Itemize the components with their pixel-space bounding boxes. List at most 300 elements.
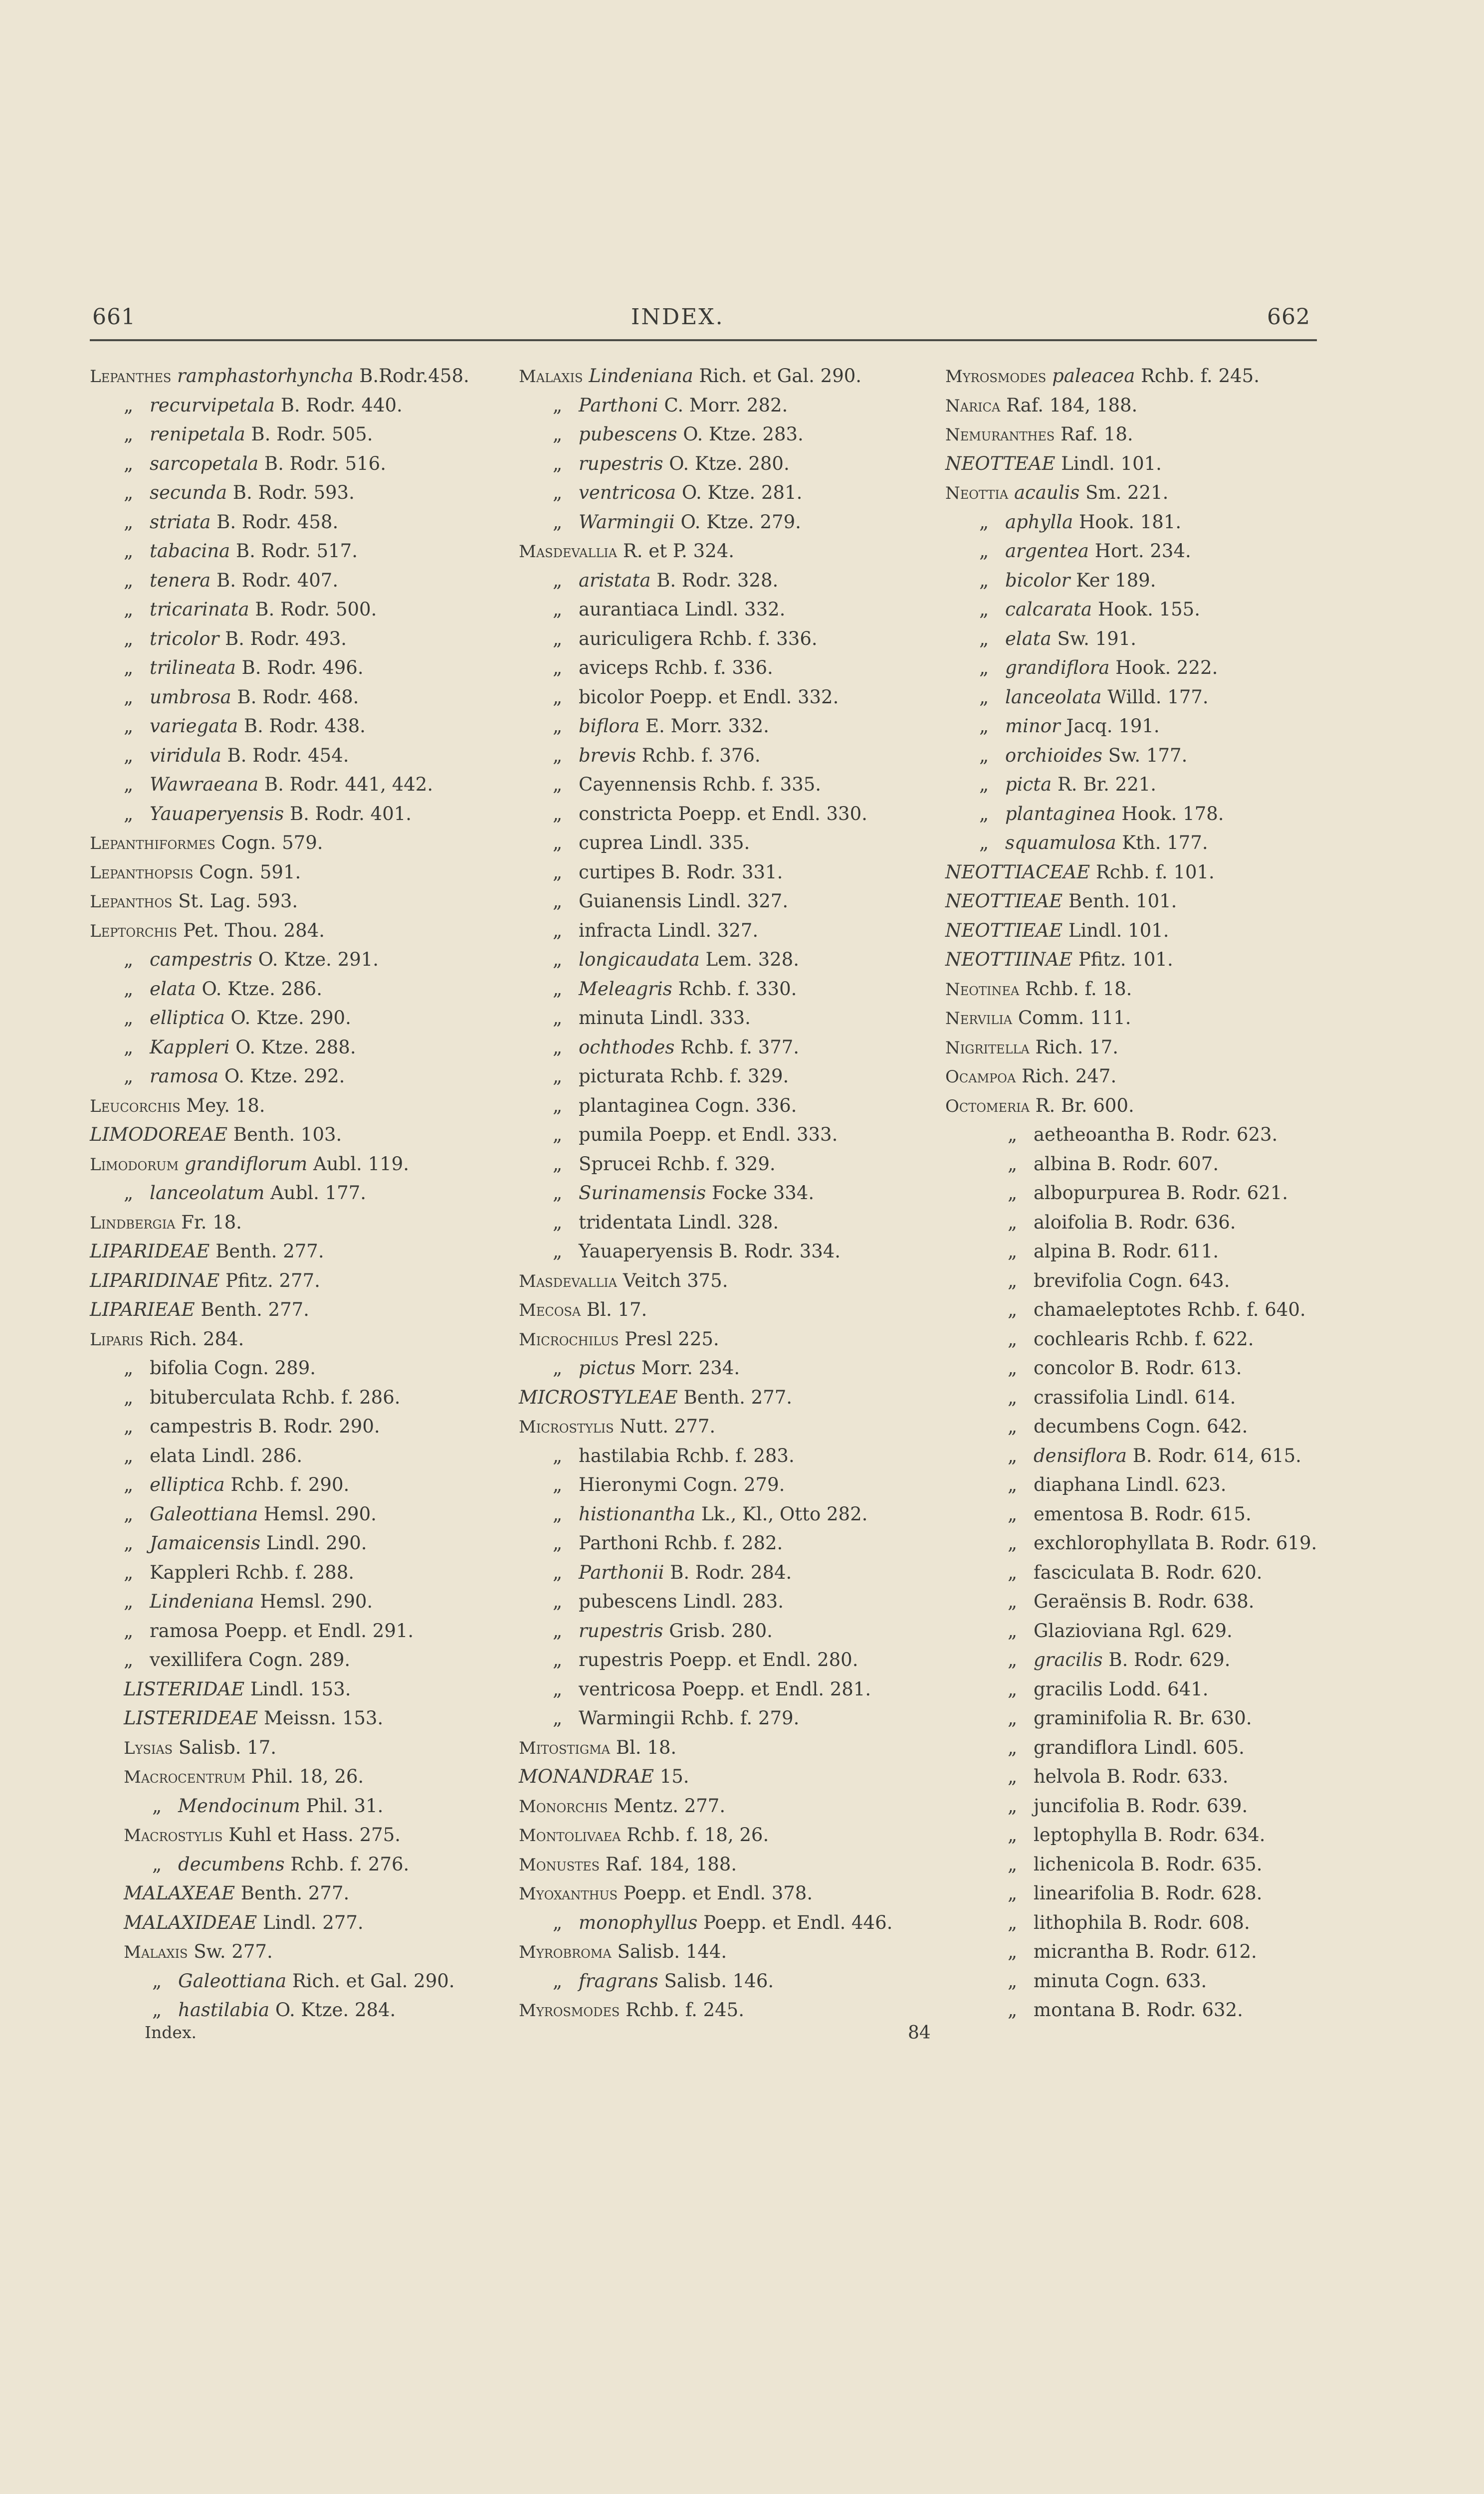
- index-entry: [945, 566, 1444, 596]
- ditto-mark: „: [124, 1386, 134, 1408]
- index-entry: [519, 1120, 948, 1150]
- authority-page: B. Rodr. 613.: [1120, 1357, 1242, 1379]
- genus-name: Masdevallia: [519, 1271, 618, 1291]
- index-entry: [519, 653, 948, 683]
- authority-page: Rchb. f. 283.: [675, 1445, 795, 1466]
- authority-page: Cogn. 591.: [199, 861, 301, 883]
- index-entry: [519, 916, 948, 946]
- authority-page: Cogn. 289.: [213, 1357, 316, 1379]
- index-entry: [90, 1383, 534, 1413]
- ditto-mark: „: [124, 1416, 134, 1437]
- genus-name: Neotinea: [945, 979, 1020, 1000]
- index-entry: [519, 1412, 948, 1442]
- index-entry: [519, 1295, 948, 1325]
- authority-page: Benth. 277.: [683, 1386, 793, 1408]
- authority-page: Salisb. 144.: [617, 1941, 727, 1962]
- index-entry: [945, 1004, 1444, 1033]
- ditto-mark: „: [553, 890, 563, 912]
- index-entry: [90, 770, 534, 800]
- ditto-mark: „: [124, 1649, 134, 1670]
- ditto-mark: „: [553, 1357, 563, 1379]
- ditto-mark: „: [1008, 1474, 1018, 1495]
- authority-page: Lindl. 277.: [263, 1911, 364, 1933]
- authority-page: B. Rodr. 516.: [264, 452, 386, 474]
- species-name: bifolia: [150, 1357, 209, 1379]
- index-entry: [945, 1821, 1444, 1850]
- species-name: densiflora: [1034, 1445, 1127, 1466]
- authority-page: Hemsl. 290.: [260, 1591, 373, 1612]
- species-name: variegata: [150, 715, 238, 737]
- species-name: Glazioviana: [1034, 1620, 1142, 1642]
- ditto-mark: „: [152, 1795, 162, 1817]
- authority-page: Lindl. 286.: [202, 1445, 303, 1466]
- index-entry: [519, 362, 948, 391]
- authority-page: Lindl. 328.: [678, 1211, 779, 1233]
- authority-page: O. Ktze. 283.: [683, 423, 804, 445]
- tribe-name: MONANDRAE: [519, 1766, 654, 1787]
- authority-page: Lodd. 641.: [1108, 1678, 1209, 1700]
- species-name: gracilis: [1034, 1649, 1103, 1670]
- species-name: rupestris: [579, 1649, 663, 1670]
- ditto-mark: „: [979, 599, 989, 620]
- species-name: recurvipetala: [150, 394, 275, 416]
- index-entry: [90, 1996, 534, 2025]
- authority-page: B. Rodr. 284.: [670, 1561, 792, 1583]
- species-name: calcarata: [1005, 599, 1092, 620]
- authority-page: Bl. 17.: [586, 1299, 647, 1320]
- ditto-mark: „: [1008, 1707, 1018, 1729]
- authority-page: B. Rodr. 493.: [224, 627, 347, 649]
- genus-name: Malaxis: [519, 367, 583, 387]
- tribe-name: LISTERIDAE: [124, 1678, 245, 1700]
- species-name: Jamaicensis: [150, 1532, 261, 1554]
- authority-page: Rchb. f. 330.: [678, 978, 797, 1000]
- authority-page: Mentz. 277.: [614, 1795, 726, 1817]
- index-entry: [945, 537, 1444, 566]
- species-name: aristata: [579, 569, 651, 591]
- species-name: bicolor: [579, 686, 644, 708]
- authority-page: Mey. 18.: [186, 1094, 265, 1116]
- index-entry: [90, 1762, 534, 1792]
- authority-page: O. Ktze. 291.: [258, 949, 379, 970]
- ditto-mark: „: [553, 1036, 563, 1058]
- index-entry: [90, 362, 534, 391]
- index-entry: [90, 1208, 534, 1238]
- species-name: squamulosa: [1005, 832, 1116, 853]
- authority-page: Hook. 155.: [1097, 599, 1200, 620]
- ditto-mark: „: [1008, 1766, 1018, 1787]
- authority-page: Cogn. 579.: [221, 832, 323, 853]
- authority-page: Jacq. 191.: [1066, 715, 1160, 737]
- index-entry: [945, 945, 1444, 975]
- authority-page: Poepp. et Endl. 378.: [623, 1882, 813, 1904]
- index-entry: [945, 595, 1444, 624]
- species-name: picta: [1005, 774, 1052, 795]
- authority-page: Benth. 103.: [233, 1124, 342, 1145]
- index-entry: [519, 1325, 948, 1354]
- species-name: diaphana: [1034, 1474, 1120, 1495]
- running-title: INDEX.: [631, 304, 724, 330]
- authority-page: Lindl. 290.: [266, 1532, 367, 1554]
- species-name: minuta: [579, 1007, 644, 1029]
- index-entry: [945, 975, 1444, 1004]
- ditto-mark: „: [979, 657, 989, 678]
- index-entry: [90, 1529, 534, 1558]
- authority-page: Lindl. 335.: [649, 832, 750, 853]
- authority-page: Hort. 234.: [1094, 540, 1191, 562]
- authority-page: Lem. 328.: [705, 949, 799, 970]
- ditto-mark: „: [1008, 1882, 1018, 1904]
- index-entry: [519, 508, 948, 537]
- species-name: tricarinata: [150, 599, 249, 620]
- authority-page: Rchb. f. 18, 26.: [627, 1824, 769, 1846]
- authority-page: Rchb. f. 18.: [1025, 978, 1132, 1000]
- ditto-mark: „: [124, 540, 134, 562]
- ditto-mark: „: [124, 949, 134, 970]
- authority-page: Benth. 277.: [201, 1299, 309, 1320]
- authority-page: B. Rodr. 328.: [656, 569, 779, 591]
- species-name: vexillifera: [150, 1649, 243, 1670]
- ditto-mark: „: [124, 1065, 134, 1087]
- index-entry: [945, 391, 1444, 420]
- species-name: bicolor: [1005, 569, 1070, 591]
- index-entry: [945, 624, 1444, 654]
- index-entry: [90, 1266, 534, 1296]
- ditto-mark: „: [124, 715, 134, 737]
- authority-page: Raf. 184, 188.: [605, 1853, 737, 1875]
- authority-page: B.Rodr.458.: [359, 365, 469, 387]
- species-name: paleacea: [1052, 365, 1135, 387]
- species-name: Wawraeana: [150, 774, 259, 795]
- species-name: Galeottiana: [150, 1503, 258, 1525]
- species-name: elliptica: [150, 1007, 225, 1029]
- species-name: ventricosa: [579, 482, 676, 503]
- authority-page: Pfitz. 101.: [1078, 949, 1173, 970]
- authority-page: Cogn. 289.: [248, 1649, 351, 1670]
- authority-page: Lindl. 101.: [1068, 919, 1169, 941]
- species-name: bituberculata: [150, 1386, 276, 1408]
- species-name: elata: [1005, 627, 1052, 649]
- index-entry: [519, 1062, 948, 1091]
- species-name: Cayennensis: [579, 774, 697, 795]
- index-entry: [90, 1587, 534, 1617]
- index-entry: [90, 1646, 534, 1675]
- index-entry: [945, 1412, 1444, 1442]
- authority-page: Hook. 178.: [1121, 803, 1224, 825]
- authority-page: B. Rodr. 505.: [251, 423, 373, 445]
- index-entry: [90, 1733, 534, 1763]
- ditto-mark: „: [553, 1678, 563, 1700]
- authority-page: R. Br. 221.: [1057, 774, 1157, 795]
- authority-page: Ker 189.: [1076, 569, 1156, 591]
- ditto-mark: „: [1008, 1591, 1018, 1612]
- genus-name: Malaxis: [124, 1942, 188, 1962]
- index-entry: [519, 1091, 948, 1121]
- authority-page: Aubl. 119.: [313, 1153, 409, 1175]
- authority-page: Sw. 277.: [194, 1941, 273, 1962]
- index-entry: [90, 1558, 534, 1588]
- species-name: viridula: [150, 744, 221, 766]
- index-entry: [945, 1120, 1444, 1150]
- index-entry: [90, 1091, 534, 1121]
- ditto-mark: „: [553, 919, 563, 941]
- species-name: Kappleri: [150, 1561, 230, 1583]
- authority-page: B. Rodr. 619.: [1195, 1532, 1317, 1554]
- index-entry: [945, 1237, 1444, 1266]
- authority-page: Rchb. f. 329.: [670, 1065, 789, 1087]
- species-name: grandiflora: [1034, 1736, 1138, 1758]
- authority-page: Lk., Kl., Otto 282.: [701, 1503, 868, 1525]
- index-entry: [519, 1587, 948, 1617]
- species-name: histionantha: [579, 1503, 696, 1525]
- ditto-mark: „: [553, 715, 563, 737]
- index-entry: [519, 1792, 948, 1821]
- index-entry: [90, 1908, 534, 1938]
- species-name: albopurpurea: [1034, 1182, 1161, 1204]
- index-entry: [519, 1558, 948, 1588]
- species-name: juncifolia: [1034, 1795, 1120, 1817]
- authority-page: Bl. 18.: [616, 1736, 677, 1758]
- ditto-mark: „: [124, 1007, 134, 1029]
- species-name: minor: [1005, 715, 1060, 737]
- index-entry: [519, 420, 948, 449]
- ditto-mark: „: [1008, 1503, 1018, 1525]
- species-name: concolor: [1034, 1357, 1114, 1379]
- index-entry: [90, 1033, 534, 1062]
- authority-page: Lindl. 153.: [250, 1678, 351, 1700]
- ditto-mark: „: [124, 1036, 134, 1058]
- species-name: biflora: [579, 715, 640, 737]
- authority-page: Rich. 284.: [149, 1328, 244, 1350]
- genus-name: Lysias: [124, 1738, 173, 1758]
- index-entry: [519, 1762, 948, 1792]
- ditto-mark: „: [124, 482, 134, 503]
- ditto-mark: „: [1008, 1649, 1018, 1670]
- species-name: rupestris: [579, 1620, 663, 1642]
- authority-page: B. Rodr. 517.: [235, 540, 358, 562]
- authority-page: B. Rodr. 611.: [1097, 1241, 1219, 1262]
- index-entry: [90, 420, 534, 449]
- ditto-mark: „: [124, 1591, 134, 1612]
- index-entry: [90, 1062, 534, 1091]
- genus-name: Liparis: [90, 1329, 144, 1350]
- ditto-mark: „: [1008, 1416, 1018, 1437]
- ditto-mark: „: [1008, 1299, 1018, 1320]
- authority-page: Rchb. f. 245.: [1141, 365, 1260, 387]
- ditto-mark: „: [553, 1182, 563, 1204]
- authority-page: Presl 225.: [625, 1328, 719, 1350]
- ditto-mark: „: [1008, 1999, 1018, 2021]
- ditto-mark: „: [1008, 1357, 1018, 1379]
- index-entry: [90, 741, 534, 771]
- index-entry: [945, 1850, 1444, 1879]
- species-name: Meleagris: [579, 978, 672, 1000]
- species-name: trilineata: [150, 657, 236, 678]
- authority-page: Kth. 177.: [1122, 832, 1208, 853]
- authority-page: Rgl. 629.: [1148, 1620, 1233, 1642]
- genus-name: Myrosmodes: [519, 2001, 620, 2021]
- species-name: gracilis: [1034, 1678, 1103, 1700]
- index-column-1: [90, 362, 534, 2025]
- genus-name: Lepanthiformes: [90, 833, 215, 853]
- index-entry: [945, 1354, 1444, 1383]
- species-name: tricolor: [150, 627, 219, 649]
- tribe-name: NEOTTIACEAE: [945, 861, 1090, 883]
- index-entry: [90, 1937, 534, 1967]
- index-entry: [90, 1237, 534, 1266]
- index-entry: [945, 508, 1444, 537]
- genus-name: Nervilia: [945, 1009, 1013, 1029]
- authority-page: Fr. 18.: [181, 1211, 242, 1233]
- authority-page: O. Ktze. 281.: [681, 482, 803, 503]
- authority-page: Phil. 18, 26.: [251, 1766, 364, 1787]
- species-name: elata: [150, 978, 196, 1000]
- ditto-mark: „: [553, 452, 563, 474]
- ditto-mark: „: [553, 1124, 563, 1145]
- genus-name: Macrocentrum: [124, 1767, 246, 1787]
- species-name: elliptica: [150, 1474, 225, 1495]
- index-entry: [519, 1908, 948, 1938]
- footer-label: Index.: [145, 2023, 197, 2042]
- index-entry: [945, 1792, 1444, 1821]
- species-name: Parthoni: [579, 394, 658, 416]
- authority-page: Aubl. 177.: [270, 1182, 367, 1204]
- index-entry: [90, 653, 534, 683]
- species-name: aloifolia: [1034, 1211, 1108, 1233]
- genus-name: Masdevallia: [519, 542, 618, 562]
- ditto-mark: „: [979, 511, 989, 533]
- index-entry: [90, 1675, 534, 1704]
- ditto-mark: „: [553, 1474, 563, 1495]
- ditto-mark: „: [124, 657, 134, 678]
- authority-page: 15.: [659, 1766, 689, 1787]
- species-name: Guianensis: [579, 890, 682, 912]
- ditto-mark: „: [1008, 1386, 1018, 1408]
- authority-page: B. Rodr. 440.: [280, 394, 403, 416]
- species-name: tridentata: [579, 1211, 672, 1233]
- authority-page: B. Rodr. 496.: [241, 657, 364, 678]
- genus-name: Lepanthos: [90, 892, 173, 912]
- ditto-mark: „: [553, 744, 563, 766]
- authority-page: Sw. 177.: [1108, 744, 1188, 766]
- index-entry: [945, 1266, 1444, 1296]
- index-entry: [945, 858, 1444, 887]
- authority-page: Hemsl. 290.: [263, 1503, 377, 1525]
- species-name: Warmingii: [579, 1707, 675, 1729]
- authority-page: Lindl. 101.: [1061, 452, 1162, 474]
- genus-name: Limodorum: [90, 1154, 179, 1175]
- authority-page: Willd. 177.: [1107, 686, 1209, 708]
- ditto-mark: „: [124, 423, 134, 445]
- species-name: lichenicola: [1034, 1853, 1135, 1875]
- index-entry: [519, 1704, 948, 1733]
- species-name: renipetala: [150, 423, 245, 445]
- authority-page: Lindl. 327.: [657, 919, 759, 941]
- species-name: pumila: [579, 1124, 643, 1145]
- ditto-mark: „: [979, 569, 989, 591]
- species-name: tabacina: [150, 540, 230, 562]
- species-name: Warmingii: [579, 511, 675, 533]
- species-name: Lindeniana: [150, 1591, 254, 1612]
- genus-name: Neottia: [945, 483, 1009, 503]
- species-name: albina: [1034, 1153, 1091, 1175]
- genus-name: Ocampoa: [945, 1067, 1016, 1087]
- ditto-mark: „: [979, 774, 989, 795]
- index-entry: [945, 1091, 1444, 1121]
- ditto-mark: „: [553, 774, 563, 795]
- index-entry: [90, 1850, 534, 1879]
- species-name: Galeottiana: [178, 1970, 287, 1992]
- authority-page: Poepp. et Endl. 330.: [678, 803, 867, 825]
- genus-name: Monustes: [519, 1855, 600, 1875]
- ditto-mark: „: [553, 627, 563, 649]
- ditto-mark: „: [553, 949, 563, 970]
- index-entry: [519, 829, 948, 858]
- index-entry: [90, 858, 534, 887]
- ditto-mark: „: [1008, 1445, 1018, 1466]
- species-name: pictus: [579, 1357, 636, 1379]
- index-entry: [519, 595, 948, 624]
- ditto-mark: „: [124, 511, 134, 533]
- ditto-mark: „: [979, 627, 989, 649]
- species-name: ramosa: [150, 1620, 219, 1642]
- ditto-mark: „: [979, 803, 989, 825]
- index-entry: [945, 1617, 1444, 1646]
- authority-page: Rich. 247.: [1022, 1065, 1117, 1087]
- index-entry: [90, 975, 534, 1004]
- index-entry: [519, 1529, 948, 1558]
- authority-page: C. Morr. 282.: [664, 394, 788, 416]
- index-entry: [945, 362, 1444, 391]
- genus-name: Lindbergia: [90, 1213, 176, 1233]
- ditto-mark: „: [1008, 1941, 1018, 1962]
- index-entry: [945, 1033, 1444, 1062]
- authority-page: B. Rodr. 441, 442.: [264, 774, 433, 795]
- species-name: sarcopetala: [150, 452, 259, 474]
- species-name: leptophylla: [1034, 1824, 1138, 1846]
- index-entry: [945, 1937, 1444, 1967]
- ditto-mark: „: [124, 1182, 134, 1204]
- ditto-mark: „: [124, 599, 134, 620]
- authority-page: Poepp. et Endl. 280.: [669, 1649, 858, 1670]
- index-entry: [945, 1295, 1444, 1325]
- species-name: rupestris: [579, 452, 663, 474]
- species-name: cuprea: [579, 832, 643, 853]
- species-name: Parthonii: [579, 1561, 664, 1583]
- ditto-mark: „: [553, 1532, 563, 1554]
- authority-page: Cogn. 633.: [1105, 1970, 1207, 1992]
- index-entry: [90, 391, 534, 420]
- tribe-name: LIPARIDINAE: [90, 1269, 220, 1291]
- index-entry: [945, 449, 1444, 479]
- genus-name: Narica: [945, 396, 1001, 416]
- authority-page: Poepp. et Endl. 281.: [681, 1678, 871, 1700]
- authority-page: Lindl. 332.: [684, 599, 786, 620]
- index-entry: [945, 1383, 1444, 1413]
- ditto-mark: „: [553, 1561, 563, 1583]
- ditto-mark: „: [1008, 1124, 1018, 1145]
- species-name: hastilabia: [178, 1999, 270, 2021]
- ditto-mark: „: [553, 657, 563, 678]
- authority-page: Raf. 184, 188.: [1006, 394, 1138, 416]
- species-name: hastilabia: [579, 1445, 670, 1466]
- species-name: umbrosa: [150, 686, 231, 708]
- ditto-mark: „: [979, 540, 989, 562]
- index-entry: [945, 653, 1444, 683]
- index-entry: [945, 1646, 1444, 1675]
- index-entry: [945, 800, 1444, 829]
- ditto-mark: „: [124, 1357, 134, 1379]
